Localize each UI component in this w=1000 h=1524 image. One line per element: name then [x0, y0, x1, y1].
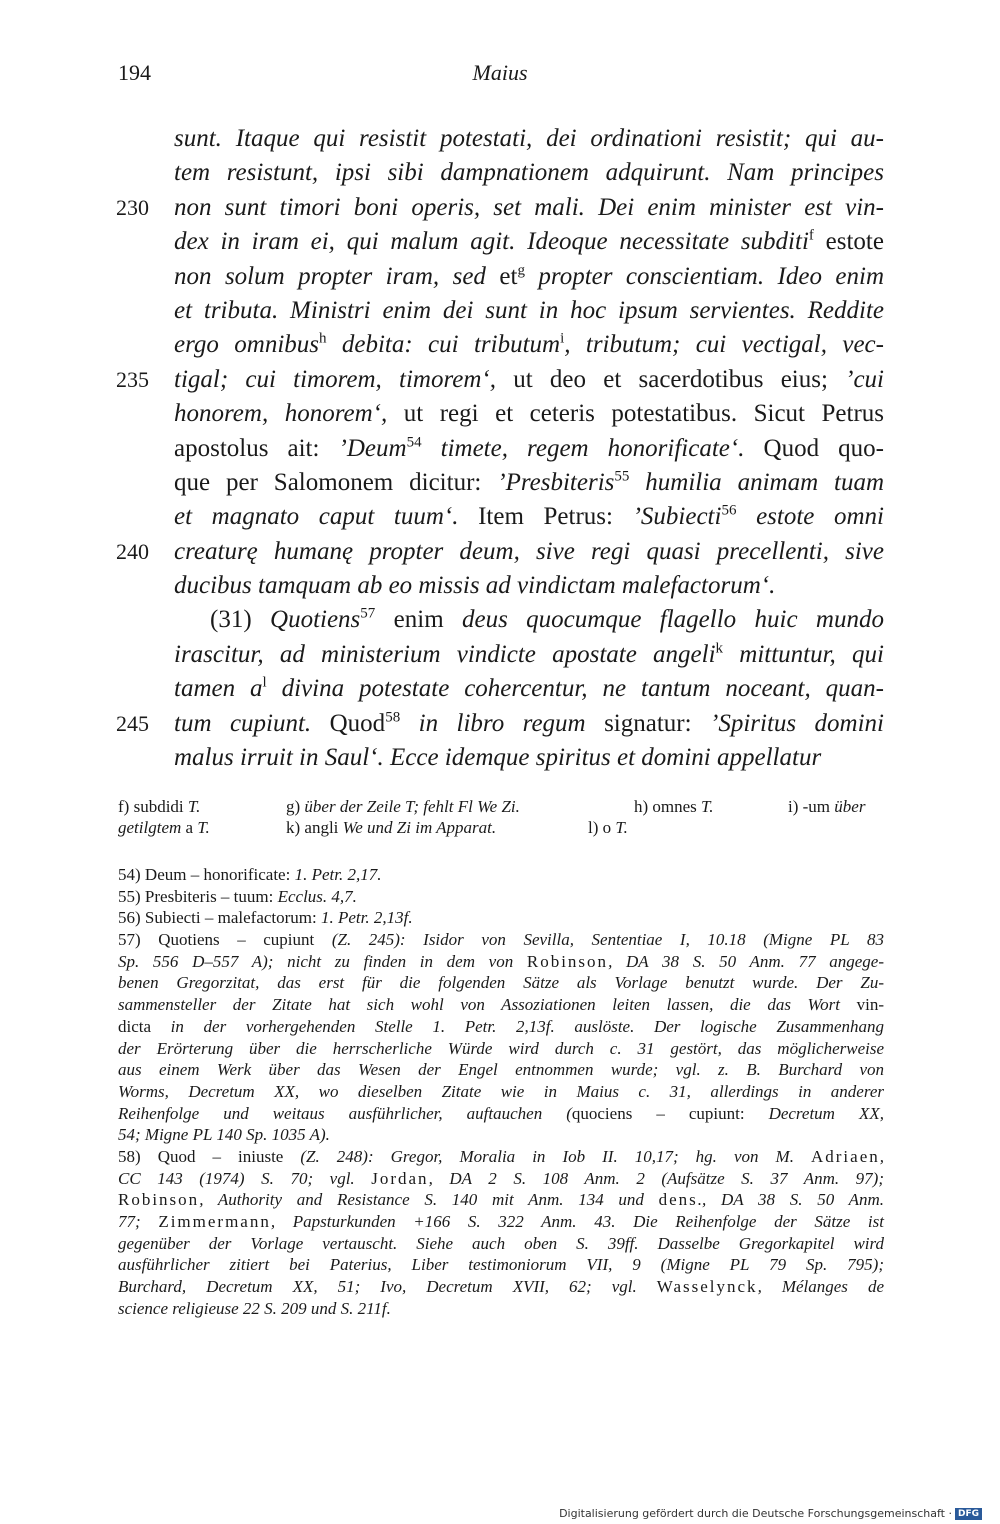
footnote-text: aus einem Werk über das Wesen der Engel entnommen wurde; vgl. z. B. Burchard von — [118, 1060, 884, 1080]
main-text — [116, 122, 885, 775]
footnote-text: 55) Presbiteris – tuum: Ecclus. 4,7. — [118, 886, 357, 906]
line-text: irascitur, ad ministerium vindicte apostate angeli$^k$ mittuntur, qui — [174, 640, 884, 668]
footnote-text: CC 143 (1974) S. 70; vgl. Jordan, DA 2 S. 108 Anm. 2 (Aufsätze S. 37 Anm. 97); — [118, 1168, 885, 1188]
footnote-line — [118, 1211, 884, 1233]
footnote-text: der Erörterung über die herrscherliche Würde wird durch c. 31 gestört, das möglicherweise — [118, 1038, 884, 1058]
text-line — [174, 156, 884, 190]
footnote-line — [118, 972, 884, 994]
running-title: Maius — [472, 60, 528, 85]
footnote-line — [118, 929, 884, 951]
dfg-credit — [559, 1507, 982, 1520]
footnote-line — [118, 907, 884, 929]
footnote-text: Robinson, Authority and Resistance S. 140 mit Anm. 134 und dens., DA 38 S. 50 Anm. — [118, 1190, 884, 1210]
footnote-line — [118, 1233, 884, 1255]
footnote-text: 57) Quotiens – cupiunt (Z. 245): Isidor von Sevilla, Sententiae I, 10.18 (Migne PL 83 — [118, 930, 884, 950]
apparatus-note-h: h) omnes T. — [634, 797, 714, 816]
footnote-line — [118, 1124, 884, 1146]
text-line — [174, 672, 884, 706]
footnote-text: sammensteller der Zitate hat sich wohl von Assoziationen leiten lassen, die das Wort vin- — [118, 995, 884, 1015]
text-line — [116, 191, 884, 225]
critical-apparatus — [118, 796, 884, 838]
line-text: tum cupiunt. Quod$^{58}$ in libro regum signatur: ’Spiritus domini — [174, 709, 885, 737]
line-number: 245 — [116, 710, 149, 736]
line-text: non solum propter iram, sed $et^g$ propter conscientiam. Ideo enim — [174, 262, 885, 290]
footnote-text: 54; Migne PL 140 Sp. 1035 A). — [118, 1125, 330, 1145]
text-line — [174, 569, 884, 603]
footnotes — [118, 864, 884, 1319]
text-line — [174, 638, 884, 672]
text-line — [174, 328, 884, 362]
line-text: non sunt timori boni operis, set mali. Dei enim minister est vin- — [174, 193, 884, 221]
line-text: que per Salomonem dicitur: ’Presbiteris$^{55}$ humilia animam tuam — [174, 468, 885, 496]
line-text: tamen $a^l$ divina potestate cohercentur, ne tantum noceant, quan- — [174, 674, 884, 703]
line-text: ergo omnibus$^h$ debita: cui tributum$^i$, tributum; cui vectigal, vec- — [174, 331, 884, 359]
dfg-logo: DFG — [955, 1508, 982, 1520]
footnote-line — [118, 1059, 884, 1081]
text-line — [174, 260, 884, 294]
apparatus-note-i-cont: getilgtem a T. — [118, 818, 210, 837]
footnote-line — [118, 1146, 884, 1168]
text-line — [174, 741, 884, 775]
text-line — [174, 500, 884, 534]
footnote-line — [118, 1298, 884, 1320]
apparatus-note-i: i) -um über — [788, 797, 866, 816]
line-text: (31) Quotiens$^{57}$ enim deus quocumque flagello huic mundo — [210, 606, 884, 634]
text-line — [174, 603, 884, 637]
apparatus-note-k: k) angli We und Zi im Apparat. — [286, 818, 497, 837]
line-text: ducibus tamquam ab eo missis ad vindictam malefactorum‘. — [174, 572, 776, 600]
text-line — [174, 225, 884, 259]
footnote-text: 56) Subiecti – malefactorum: 1. Petr. 2,13f. — [118, 908, 413, 928]
footnote-line — [118, 1189, 884, 1211]
text-line — [174, 397, 884, 431]
line-text: honorem, honorem‘, ut regi et ceteris potestatibus. Sicut Petrus — [174, 400, 884, 428]
line-text: dex in iram ei, qui malum agit. Ideoque necessitate subditi$^f$ estote — [174, 227, 884, 256]
footnote-line — [118, 1254, 884, 1276]
footnote-text: benen Gregorzitat, das erst für die folgenden Sätze als Vorlage benutzt wurde. Der Zu- — [118, 973, 884, 993]
text-line — [174, 122, 884, 156]
footnote-line — [118, 1103, 884, 1125]
footnote-line — [118, 1081, 884, 1103]
line-number: 240 — [116, 538, 149, 564]
footnote-text: dicta in der vorhergehenden Stelle 1. Petr. 2,13f. auslöste. Der logische Zusammenhang — [118, 1016, 884, 1036]
line-text: et magnato caput tuum‘. Item Petrus: ’Subiecti$^{56}$ estote omni — [174, 502, 884, 531]
line-text: tigal; cui timorem, timorem‘, ut deo et sacerdotibus eius; ’cui — [174, 365, 885, 393]
text-line — [174, 294, 884, 328]
footnote-text: gegenüber der Vorlage vertauscht. Siehe auch oben S. 39ff. Dasselbe Gregorkapitel wird — [118, 1233, 884, 1253]
dfg-credit-text: Digitalisierung gefördert durch die Deutsche Forschungsgemeinschaft · — [559, 1507, 952, 1520]
footnote-line — [118, 1168, 884, 1190]
line-number: 230 — [116, 194, 149, 220]
footnote-text: science religieuse 22 S. 209 und S. 211f. — [118, 1298, 391, 1318]
line-number: 235 — [116, 366, 149, 392]
text-line — [116, 363, 885, 397]
footnote-text: Reihenfolge und weitaus ausführlicher, auftauchen (quociens – cupiunt: Decretum XX, — [118, 1103, 884, 1123]
footnote-text: 58) Quod – iniuste (Z. 248): Gregor, Moralia in Iob II. 10,17; hg. von M. Adriaen, — [118, 1146, 884, 1166]
line-text: malus irruit in Saul‘. Ecce idemque spiritus et domini appellatur — [174, 744, 822, 772]
footnote-text: 54) Deum – honorificate: 1. Petr. 2,17. — [118, 865, 382, 884]
footnote-line — [118, 1276, 884, 1298]
footnote-line — [118, 864, 884, 886]
footnote-line — [118, 886, 884, 908]
line-text: tem resistunt, ipsi sibi dampnationem adquirunt. Nam principes — [174, 159, 884, 187]
text-line — [174, 466, 884, 500]
footnote-text: Sp. 556 D–557 A); nicht zu finden in dem von Robinson, DA 38 S. 50 Anm. 77 angege- — [118, 951, 884, 971]
footnote-line — [118, 951, 884, 973]
footnote-text: Worms, Decretum XX, wo dieselben Zitate wie in Maius c. 31, allerdings in anderer — [118, 1081, 884, 1101]
apparatus-note-l: l) o T. — [588, 818, 628, 837]
footnote-text: Burchard, Decretum XX, 51; Ivo, Decretum XVII, 62; vgl. Wasselynck, Mélanges de — [118, 1277, 884, 1297]
text-line — [116, 535, 884, 569]
footnote-line — [118, 1038, 884, 1060]
footnote-text: ausführlicher zitiert bei Paterius, Liber testimoniorum VII, 9 (Migne PL 79 Sp. 795); — [118, 1255, 884, 1275]
apparatus-note-f: f) subdidi T. — [118, 797, 201, 816]
apparatus-note-g: g) über der Zeile T; fehlt Fl We Zi. — [286, 797, 520, 816]
line-text: creaturę humanę propter deum, sive regi quasi precellenti, sive — [174, 537, 884, 565]
text-line — [174, 432, 884, 466]
page-number: 194 — [118, 60, 151, 85]
text-line — [116, 707, 885, 741]
line-text: sunt. Itaque qui resistit potestati, dei ordinationi resistit; qui au- — [174, 125, 884, 152]
footnote-line — [118, 1016, 884, 1038]
footnote-line — [118, 994, 884, 1016]
line-text: apostolus ait: ’Deum$^{54}$ timete, regem honorificate‘. Quod quo- — [174, 434, 884, 462]
footnote-text: 77; Zimmermann, Papsturkunden +166 S. 322 Anm. 43. Die Reihenfolge der Sätze ist — [118, 1212, 884, 1231]
line-text: et tributa. Ministri enim dei sunt in hoc ipsum servientes. Reddite — [174, 296, 884, 324]
